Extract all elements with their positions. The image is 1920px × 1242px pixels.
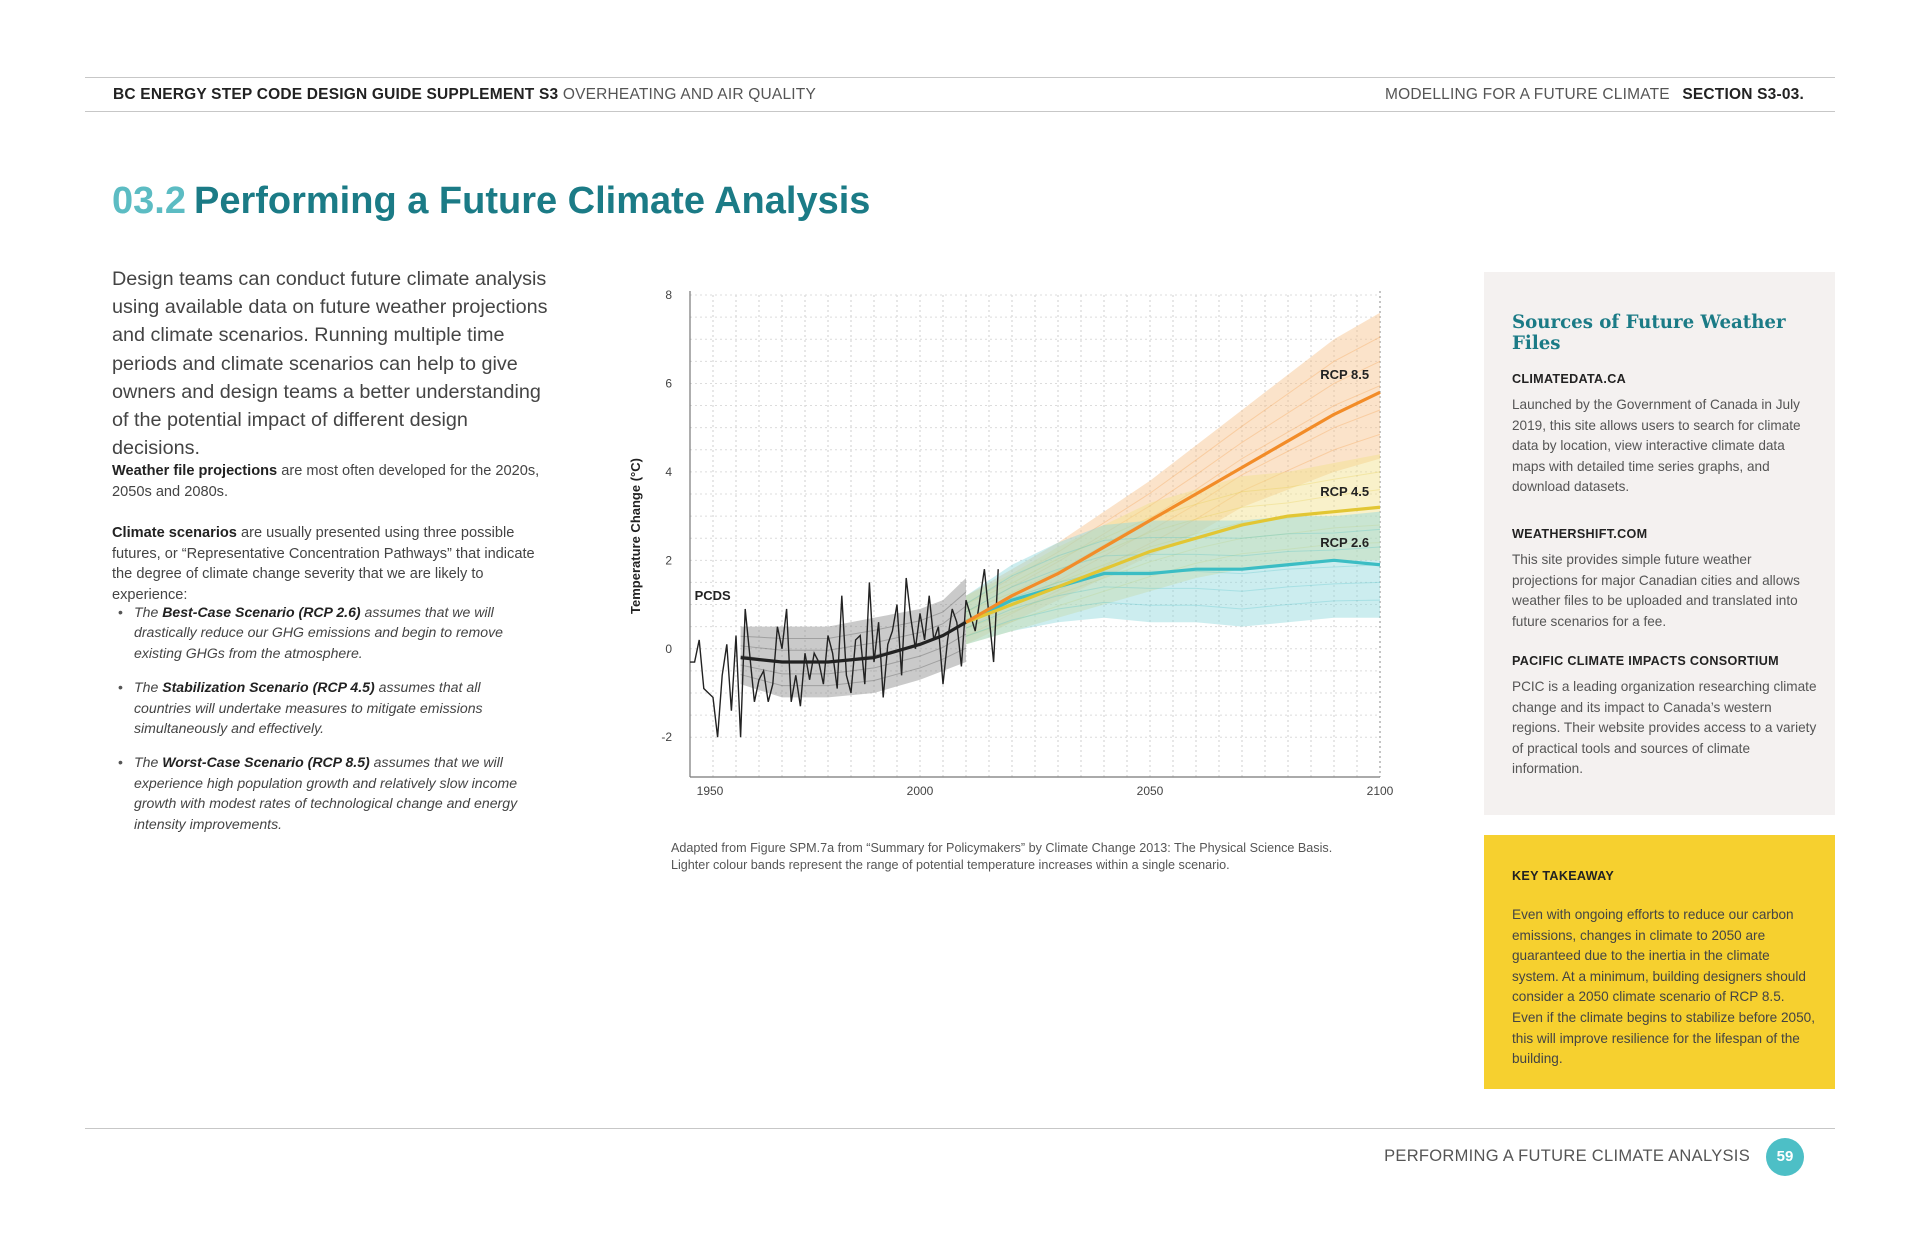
scenario-item-best-case: • The Best-Case Scenario (RCP 2.6) assumes that we will drastically reduce our GHG emissions and begin to remove existing GHGs from the atmosphere. [118,602,538,663]
sources-title: Sources of Future Weather Files [1512,312,1786,354]
scenario-item-stabilization: • The Stabilization Scenario (RCP 4.5) assumes that all countries will undertake measures to mitigate emissions simultaneously and effectively. [118,677,538,738]
key-takeaway-text: Even with ongoing efforts to reduce our carbon emissions, changes in climate to 2050 are guaranteed due to the inertia in the climate system. At a minimum, building designers should consider a 2050 climate scenario of RCP 8.5. Even if the climate begins to stabilize before 2050, this will improve resilience for the lifespan of the building. [1512,907,1816,1067]
weather-file-label: Weather file projections [112,463,278,479]
weather-file-paragraph [112,461,552,502]
scenario-list [118,602,538,848]
series-label-pcds: PCDS [694,588,731,604]
series-label-rcp-4-5: RCP 4.5 [1320,484,1370,500]
series-label-rcp-8-5: RCP 8.5 [1320,367,1370,383]
chapter-title: MODELLING FOR A FUTURE CLIMATE [1385,86,1670,103]
source-name-pcic: PACIFIC CLIMATE IMPACTS CONSORTIUM [1512,654,1779,668]
section-label: SECTION S3-03. [1682,86,1804,103]
section-number: 03.2 [112,180,186,222]
guide-subtitle: OVERHEATING AND AIR QUALITY [562,86,816,103]
running-header-right [1385,86,1804,104]
scenario-name: Best-Case Scenario (RCP 2.6) [162,604,361,620]
x-tick-label: 2050 [1136,784,1164,798]
y-tick-label: 6 [665,376,672,391]
footer-section-title: PERFORMING A FUTURE CLIMATE ANALYSIS [1384,1147,1750,1165]
scenarios-label: Climate scenarios [112,525,237,541]
temperature-projection-chart [620,265,1410,805]
scenarios-paragraph [112,523,552,605]
y-axis-label: Temperature Change (°C) [628,458,643,614]
band-rcp-2-6 [966,512,1380,645]
series-label-rcp-2-6: RCP 2.6 [1320,535,1370,551]
y-tick-label: 8 [665,288,672,302]
sources-panel [1484,272,1835,815]
running-header-left [113,86,816,104]
source-name-weathershift: WEATHERSHIFT.COM [1512,527,1648,541]
scenario-name: Worst-Case Scenario (RCP 8.5) [162,754,370,771]
y-tick-label: -2 [661,730,672,745]
header-top-rule [85,77,1835,78]
footer-rule [85,1128,1835,1129]
intro-paragraph: Design teams can conduct future climate analysis using available data on future weather projections and climate scenarios. Running multiple time periods and climate scenarios can help to give owners and design teams a better understanding of the potential impact of different design decisions. [112,268,548,460]
guide-title: BC ENERGY STEP CODE DESIGN GUIDE SUPPLEMENT S3 [113,86,559,103]
key-takeaway-label: KEY TAKEAWAY [1512,869,1615,883]
figure-caption-line-2: Lighter colour bands represent the range of potential temperature increases within a single scenario. [671,857,1230,872]
page-number-badge: 59 [1766,1138,1804,1176]
source-name-climatedata: CLIMATEDATA.CA [1512,372,1627,386]
y-tick-label: 4 [665,464,672,479]
source-text-pcic: PCIC is a leading organization researching climate change and its impact to Canada’s western regions. Their website provides access to a variety of practical tools and sources of climate information. [1512,679,1817,777]
y-tick-label: 2 [665,553,672,568]
source-text-weathershift: This site provides simple future weather projections for major Canadian cities and allows weather files to be uploaded and translated into future scenarios for a fee. [1512,552,1800,629]
x-tick-label: 2000 [906,784,934,798]
x-tick-label: 2100 [1366,784,1394,798]
scenario-item-worst-case: • The Worst-Case Scenario (RCP 8.5) assumes that we will experience high population growth and relatively slow income growth with modest rates of technological change and energy intensity improvements. [118,752,538,834]
key-takeaway-box [1484,835,1835,1089]
figure-caption [671,840,1361,873]
y-tick-label: 0 [665,641,672,656]
figure-caption-line-1: Adapted from Figure SPM.7a from “Summary for Policymakers” by Climate Change 2013: The Physical Science Basis. [671,841,1333,855]
page-title [112,180,870,223]
x-tick-label: 1950 [696,784,724,798]
weather-file-text: are most often developed for the 2020s, 2050s and 2080s. [112,463,540,500]
scenarios-text: are usually presented using three possible futures, or “Representative Concentration Pathways” that indicate the degree of climate change severity that we are likely to experience: [112,525,535,603]
scenario-name: Stabilization Scenario (RCP 4.5) [162,679,375,696]
section-title: Performing a Future Climate Analysis [193,180,871,222]
header-bottom-rule [85,111,1835,112]
source-text-climatedata: Launched by the Government of Canada in July 2019, this site allows users to search for climate data by location, view interactive climate data maps with detailed time series graphs, and download datasets. [1512,397,1801,495]
